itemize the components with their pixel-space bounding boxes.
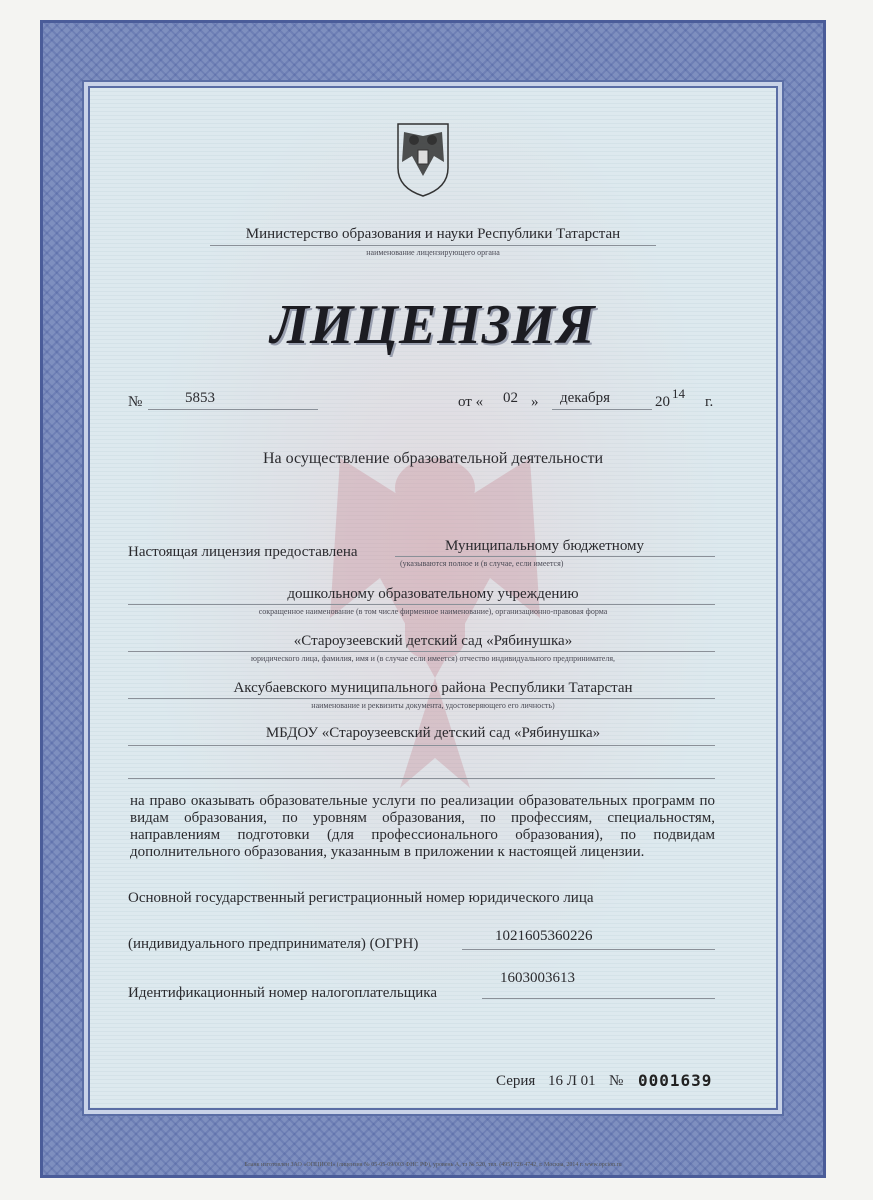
- grantee-intro: Настоящая лицензия предоставлена: [128, 544, 358, 560]
- underline: [482, 998, 715, 999]
- grantee-hint-3: юридического лица, фамилия, имя и (в случае если имеется) отчество индивидуального предпринимателя,: [250, 654, 616, 663]
- inn-value: 1603003613: [500, 970, 575, 986]
- underline: [552, 409, 652, 410]
- document-title: ЛИЦЕНЗИЯ: [270, 294, 596, 356]
- inn-label: Идентификационный номер налогоплательщика: [128, 985, 438, 1001]
- underline: [128, 651, 715, 652]
- underline: [462, 949, 715, 950]
- underline: [128, 745, 715, 746]
- ogrn-label-2: (индивидуального предпринимателя) (ОГРН): [128, 936, 419, 952]
- license-blank-border: [40, 20, 826, 1178]
- date-from-label: от «: [458, 394, 484, 410]
- underline: [128, 778, 715, 779]
- grantee-line-1: Муниципальному бюджетному: [445, 538, 645, 554]
- underline: [128, 604, 715, 605]
- grantee-line-2: дошкольному образовательному учреждению: [287, 586, 579, 602]
- grantee-line-4: Аксубаевского муниципального района Республики Татарстан: [233, 680, 633, 696]
- series-label: Серия: [496, 1073, 536, 1089]
- grantee-line-3: «Староузеевский детский сад «Рябинушка»: [293, 633, 573, 649]
- ogrn-label-1: Основной государственный регистрационный номер юридического лица: [128, 890, 594, 906]
- grantee-hint-1: (указываются полное и (в случае, если имеется): [400, 559, 564, 568]
- license-number: 5853: [185, 390, 215, 406]
- guilloche-background: [90, 88, 776, 1108]
- year-prefix: 20: [655, 394, 670, 410]
- licensing-authority-name: Министерство образования и науки Республики Татарстан: [245, 226, 621, 242]
- year-suffix: 14: [672, 386, 685, 401]
- printer-footer: Бланк изготовлен ЗАО «ОПЦИОН» (лицензия № 05-05-09/003 ФНС РФ), уровень А, тз № 520, тел. (495) 726 4742, г. Москва, 2014 г. www.opcion.ru: [244, 1162, 622, 1168]
- license-purpose: На осуществление образовательной деятельности: [262, 450, 604, 467]
- coat-of-arms-icon: [390, 118, 456, 198]
- year-unit: г.: [705, 394, 714, 410]
- series-number-label: №: [609, 1073, 624, 1089]
- quote-close: »: [531, 394, 539, 410]
- authority-caption: наименование лицензирующего органа: [366, 248, 500, 257]
- license-month: декабря: [560, 390, 611, 406]
- underline: [395, 556, 715, 557]
- underline: [148, 409, 318, 410]
- underline: [128, 698, 715, 699]
- underline: [210, 245, 656, 246]
- rights-text: на право оказывать образовательные услуги по реализации образовательных программ по видам образования, по уровням образования, по профессиям, специальностям, направлениям подготовки (для профессионального образования), по подвидам дополнительного образования, указанным в приложении к настоящей лицензии.: [130, 793, 715, 860]
- grantee-hint-4: наименование и реквизиты документа, удостоверяющего его личность): [311, 701, 555, 710]
- blank-serial-number: 0001639: [638, 1071, 713, 1090]
- grantee-hint-2: сокращенное наименование (в том числе фирменное наименование), организационно-правовая форма: [258, 607, 608, 616]
- ogrn-value: 1021605360226: [495, 928, 593, 944]
- license-day: 02: [503, 390, 518, 406]
- license-field: [90, 88, 776, 1108]
- grantee-line-5: МБДОУ «Староузеевский детский сад «Рябинушка»: [265, 725, 601, 741]
- series-value: 16 Л 01: [548, 1073, 596, 1089]
- number-label: №: [128, 394, 143, 410]
